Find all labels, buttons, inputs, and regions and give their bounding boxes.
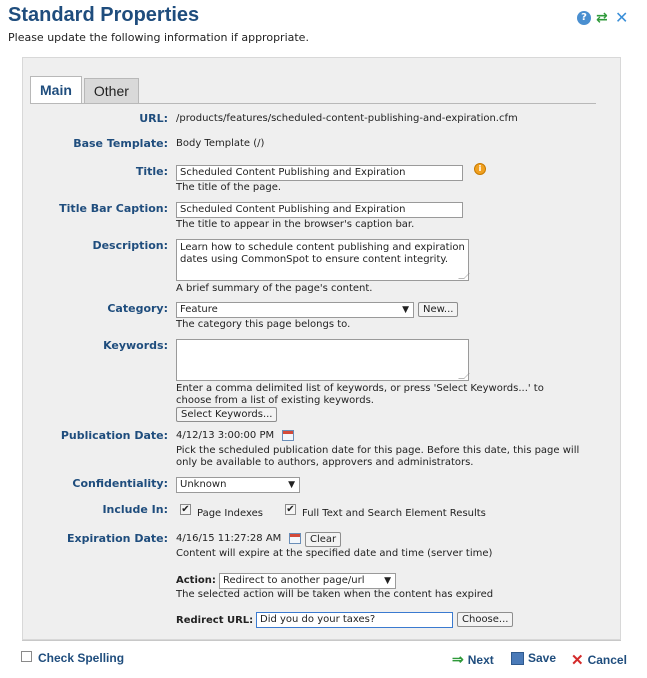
properties-panel xyxy=(22,57,621,640)
new-category-button[interactable]: New... xyxy=(418,302,458,317)
tab-main[interactable]: Main xyxy=(30,76,82,104)
category-label: Category: xyxy=(107,302,168,315)
refresh-icon[interactable]: ⇄ xyxy=(596,10,608,26)
url-value: /products/features/scheduled-content-publishing-and-expiration.cfm xyxy=(176,113,518,124)
confidentiality-select[interactable] xyxy=(176,477,300,493)
dropdown-arrow-icon: ▼ xyxy=(402,305,409,315)
check-spelling-label[interactable]: Check Spelling xyxy=(38,651,125,665)
check-spelling-checkbox[interactable] xyxy=(21,651,32,662)
keywords-textarea[interactable] xyxy=(176,339,469,381)
category-select[interactable] xyxy=(176,302,414,318)
include-in-label: Include In: xyxy=(102,503,168,516)
save-icon xyxy=(511,652,524,665)
redirect-url-label: Redirect URL: xyxy=(176,615,254,626)
title-input[interactable]: Scheduled Content Publishing and Expiration xyxy=(176,165,463,181)
title-hint: The title of the page. xyxy=(176,182,282,193)
resize-grip-icon[interactable] xyxy=(458,373,470,379)
tab-other[interactable]: Other xyxy=(84,78,139,103)
title-label: Title: xyxy=(135,165,168,178)
title-bar-label: Title Bar Caption: xyxy=(59,202,168,215)
next-button[interactable] xyxy=(452,651,494,668)
footer-bar xyxy=(0,650,647,670)
top-icon-bar xyxy=(577,8,629,27)
publication-date-hint: Pick the scheduled publication date for this page. Before this date, this page will only be available to authors, approvers and administrators. xyxy=(176,445,580,468)
choose-button[interactable]: Choose... xyxy=(457,612,513,627)
arrow-right-icon: ⇒ xyxy=(452,651,464,667)
full-text-label: Full Text and Search Element Results xyxy=(302,508,486,519)
keywords-label: Keywords: xyxy=(103,339,168,352)
category-hint: The category this page belongs to. xyxy=(176,319,351,330)
close-icon[interactable]: ✕ xyxy=(615,8,629,27)
calendar-icon[interactable] xyxy=(289,533,301,544)
dropdown-arrow-icon: ▼ xyxy=(288,480,295,490)
expiration-date-value: 4/16/15 11:27:28 AM xyxy=(176,533,282,544)
page-subtitle: Please update the following information if appropriate. xyxy=(8,31,309,44)
footer-divider xyxy=(22,640,621,641)
select-keywords-button[interactable]: Select Keywords... xyxy=(176,407,277,422)
cancel-button[interactable] xyxy=(571,651,627,669)
next-label: Next xyxy=(467,652,494,667)
title-bar-hint: The title to appear in the browser's caption bar. xyxy=(176,219,415,230)
description-hint: A brief summary of the page's content. xyxy=(176,283,373,294)
base-template-label: Base Template: xyxy=(73,137,168,150)
publication-date-value: 4/12/13 3:00:00 PM xyxy=(176,430,275,441)
action-select[interactable] xyxy=(219,573,396,589)
save-button[interactable] xyxy=(511,651,556,665)
base-template-value: Body Template (/) xyxy=(176,138,265,149)
action-selected: Redirect to another page/url xyxy=(223,575,365,586)
calendar-icon[interactable] xyxy=(282,430,294,441)
action-hint: The selected action will be taken when the content has expired xyxy=(176,589,494,600)
title-bar-input[interactable]: Scheduled Content Publishing and Expiration xyxy=(176,202,463,218)
redirect-url-input[interactable]: Did you do your taxes? xyxy=(256,612,453,628)
category-selected: Feature xyxy=(180,304,218,315)
description-textarea[interactable] xyxy=(176,239,469,281)
page-indexes-label: Page Indexes xyxy=(197,508,263,519)
keywords-hint: Enter a comma delimited list of keywords, or press 'Select Keywords...' to choose from a list of existing keywords. xyxy=(176,383,544,406)
help-icon[interactable]: ? xyxy=(577,11,591,25)
cancel-icon: ✕ xyxy=(571,652,584,669)
resize-grip-icon[interactable] xyxy=(458,273,470,279)
cancel-label: Cancel xyxy=(587,653,627,667)
info-icon[interactable]: i xyxy=(474,163,486,175)
description-text: Learn how to schedule content publishing and expiration dates using CommonSpot to ensure content integrity. xyxy=(180,242,465,265)
tab-divider xyxy=(30,103,596,104)
tab-bar xyxy=(30,76,141,104)
page-indexes-checkbox[interactable]: ✔ xyxy=(181,504,190,515)
dropdown-arrow-icon: ▼ xyxy=(384,576,391,586)
clear-button[interactable]: Clear xyxy=(305,532,341,547)
full-text-checkbox[interactable]: ✔ xyxy=(286,504,295,515)
expiration-date-hint: Content will expire at the specified date and time (server time) xyxy=(176,548,493,559)
url-label: URL: xyxy=(139,112,168,125)
save-label: Save xyxy=(528,651,557,665)
publication-date-label: Publication Date: xyxy=(60,429,168,442)
page-title: Standard Properties xyxy=(8,4,200,26)
action-label: Action: xyxy=(176,575,216,586)
confidentiality-selected: Unknown xyxy=(180,479,227,490)
description-label: Description: xyxy=(92,239,168,252)
expiration-date-label: Expiration Date: xyxy=(66,532,168,545)
confidentiality-label: Confidentiality: xyxy=(72,477,168,490)
